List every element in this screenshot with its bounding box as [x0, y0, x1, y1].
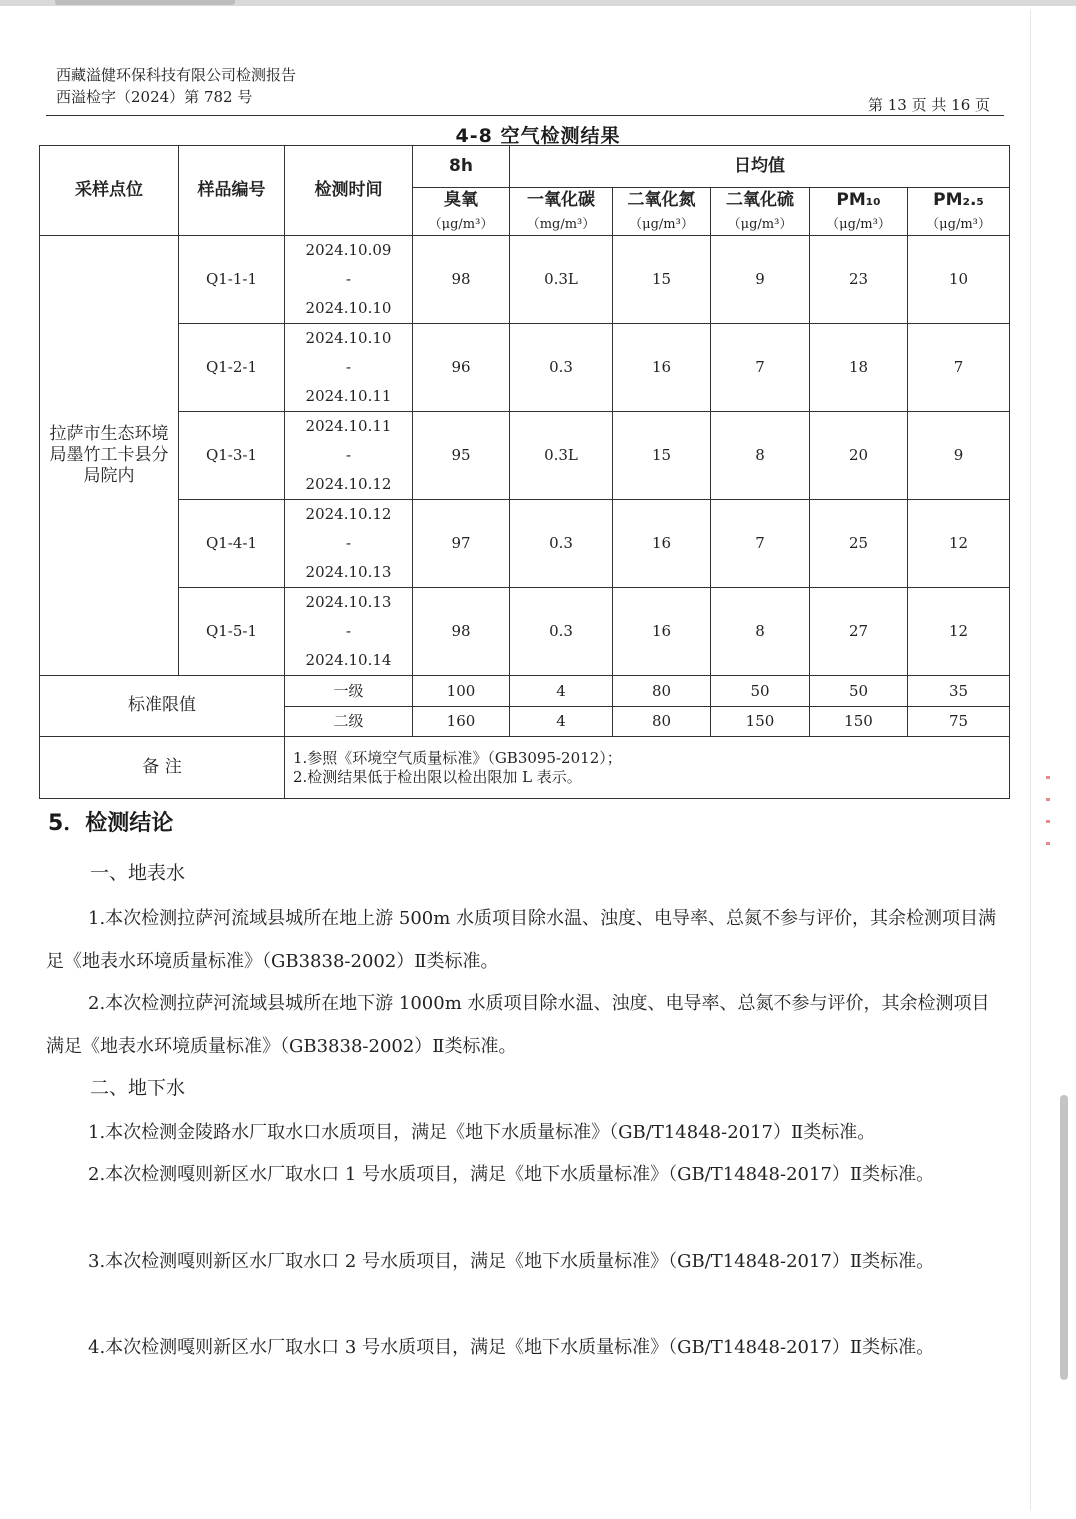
value-cell: 7 — [711, 324, 810, 412]
standard-value: 100 — [413, 676, 510, 707]
standard-value: 35 — [908, 676, 1010, 707]
standard-value: 150 — [810, 707, 908, 737]
location-cell: 拉萨市生态环境局墨竹工卡县分局院内 — [40, 236, 179, 676]
conclusion-paragraph: 2.本次检测嘎则新区水厂取水口 1 号水质项目，满足《地下水质量标准》（GB/T14848-2017）Ⅱ类标准。 — [88, 1164, 935, 1185]
table-title: 4-8 空气检测结果 — [455, 125, 621, 147]
value-cell: 10 — [908, 236, 1010, 324]
param-unit: （μg/m³） — [727, 217, 793, 232]
header-8h: 8h — [413, 146, 510, 188]
viewer-top-bar — [0, 0, 1076, 6]
param-unit: （mg/m³） — [526, 217, 596, 232]
value-cell: 0.3 — [510, 324, 613, 412]
value-cell: 9 — [908, 412, 1010, 500]
param-header — [711, 188, 810, 236]
value-cell: 0.3L — [510, 236, 613, 324]
param-name: 一氧化碳 — [527, 189, 595, 210]
param-name: 二氧化氮 — [627, 189, 696, 210]
param-name: PM₂.₅ — [933, 189, 984, 210]
conclusion-paragraph: 3.本次检测嘎则新区水厂取水口 2 号水质项目，满足《地下水质量标准》（GB/T14848-2017）Ⅱ类标准。 — [88, 1251, 935, 1272]
conclusion-paragraph: 2.本次检测拉萨河流域县城所在地下游 1000m 水质项目除水温、浊度、电导率、总氮不参与评价，其余检测项目满足《地表水环境质量标准》（GB3838-2002）Ⅱ类标准。 — [46, 993, 990, 1057]
surface-water-heading: 一、地表水 — [90, 862, 186, 884]
standard-value: 50 — [810, 676, 908, 707]
header-rule — [46, 115, 1004, 116]
standard-value: 4 — [510, 676, 613, 707]
standard-level: 二级 — [285, 707, 413, 737]
note-item: 2.检测结果低于检出限以检出限加 L 表示。 — [293, 767, 582, 786]
sample-id: Q1-5-1 — [179, 588, 285, 676]
value-cell: 12 — [908, 588, 1010, 676]
value-cell: 98 — [413, 236, 510, 324]
standard-value: 150 — [711, 707, 810, 737]
param-header — [908, 188, 1010, 236]
time-cell: 2024.10.09 - 2024.10.10 — [285, 236, 413, 324]
standard-level: 一级 — [285, 676, 413, 707]
value-cell: 27 — [810, 588, 908, 676]
param-unit: （μg/m³） — [428, 217, 494, 232]
sample-id: Q1-4-1 — [179, 500, 285, 588]
standard-label: 标准限值 — [40, 676, 285, 737]
param-name: PM₁₀ — [836, 189, 881, 210]
standard-row — [40, 676, 1010, 707]
air-results-table — [39, 145, 1010, 799]
param-name: 臭氧 — [444, 189, 478, 210]
conclusion-paragraph: 4.本次检测嘎则新区水厂取水口 3 号水质项目，满足《地下水质量标准》（GB/T14848-2017）Ⅱ类标准。 — [88, 1337, 935, 1358]
value-cell: 96 — [413, 324, 510, 412]
sample-id: Q1-2-1 — [179, 324, 285, 412]
param-header — [613, 188, 711, 236]
table-row — [40, 412, 1010, 500]
standard-value: 80 — [613, 707, 711, 737]
value-cell: 9 — [711, 236, 810, 324]
value-cell: 16 — [613, 500, 711, 588]
time-cell: 2024.10.10 - 2024.10.11 — [285, 324, 413, 412]
time-cell: 2024.10.13 - 2024.10.14 — [285, 588, 413, 676]
value-cell: 8 — [711, 588, 810, 676]
note-item: 1.参照《环境空气质量标准》（GB3095-2012）； — [293, 748, 622, 767]
margin-marks — [1046, 776, 1050, 846]
value-cell: 98 — [413, 588, 510, 676]
groundwater-heading: 二、地下水 — [90, 1077, 186, 1099]
table-row — [40, 588, 1010, 676]
company-report-title: 西藏溢健环保科技有限公司检测报告 — [56, 66, 297, 84]
header-test-time: 检测时间 — [285, 146, 413, 236]
standard-value: 75 — [908, 707, 1010, 737]
param-unit: （μg/m³） — [629, 217, 694, 232]
value-cell: 18 — [810, 324, 908, 412]
notes-label: 备 注 — [40, 737, 285, 799]
param-header — [413, 188, 510, 236]
report-number: 西溢检字（2024）第 782 号 — [56, 88, 253, 106]
table-row — [40, 324, 1010, 412]
page-number: 第 13 页 共 16 页 — [868, 96, 991, 114]
header-location: 采样点位 — [40, 146, 179, 236]
table-row — [40, 500, 1010, 588]
conclusion-heading: 5．检测结论 — [48, 811, 174, 836]
sample-id: Q1-3-1 — [179, 412, 285, 500]
value-cell: 20 — [810, 412, 908, 500]
standard-value: 4 — [510, 707, 613, 737]
standard-value: 160 — [413, 707, 510, 737]
value-cell: 25 — [810, 500, 908, 588]
value-cell: 15 — [613, 412, 711, 500]
param-unit: （μg/m³） — [926, 217, 991, 232]
param-header — [510, 188, 613, 236]
scrollbar-thumb[interactable] — [1060, 1095, 1068, 1380]
value-cell: 12 — [908, 500, 1010, 588]
value-cell: 15 — [613, 236, 711, 324]
standard-value: 80 — [613, 676, 711, 707]
conclusion-paragraph: 1.本次检测拉萨河流域县城所在地上游 500m 水质项目除水温、浊度、电导率、总氮不参与评价，其余检测项目满足《地表水环境质量标准》（GB3838-2002）Ⅱ类标准。 — [46, 908, 997, 972]
value-cell: 0.3 — [510, 588, 613, 676]
time-cell: 2024.10.11 - 2024.10.12 — [285, 412, 413, 500]
value-cell: 16 — [613, 588, 711, 676]
conclusion-paragraph: 1.本次检测金陵路水厂取水口水质项目，满足《地下水质量标准》（GB/T14848-2017）Ⅱ类标准。 — [88, 1122, 876, 1143]
value-cell: 16 — [613, 324, 711, 412]
header-daily-mean: 日均值 — [510, 146, 1010, 188]
value-cell: 8 — [711, 412, 810, 500]
header-sample-id: 样品编号 — [179, 146, 285, 236]
value-cell: 0.3L — [510, 412, 613, 500]
notes-cell — [285, 737, 1010, 799]
value-cell: 0.3 — [510, 500, 613, 588]
table-row — [40, 236, 1010, 324]
standard-value: 50 — [711, 676, 810, 707]
page-edge — [1030, 10, 1031, 1510]
value-cell: 23 — [810, 236, 908, 324]
viewer-tab-strip — [55, 0, 235, 5]
value-cell: 95 — [413, 412, 510, 500]
value-cell: 7 — [711, 500, 810, 588]
param-unit: （μg/m³） — [826, 217, 891, 232]
notes-row — [40, 737, 1010, 799]
sample-id: Q1-1-1 — [179, 236, 285, 324]
value-cell: 97 — [413, 500, 510, 588]
time-cell: 2024.10.12 - 2024.10.13 — [285, 500, 413, 588]
param-name: 二氧化硫 — [726, 189, 794, 210]
value-cell: 7 — [908, 324, 1010, 412]
param-header — [810, 188, 908, 236]
